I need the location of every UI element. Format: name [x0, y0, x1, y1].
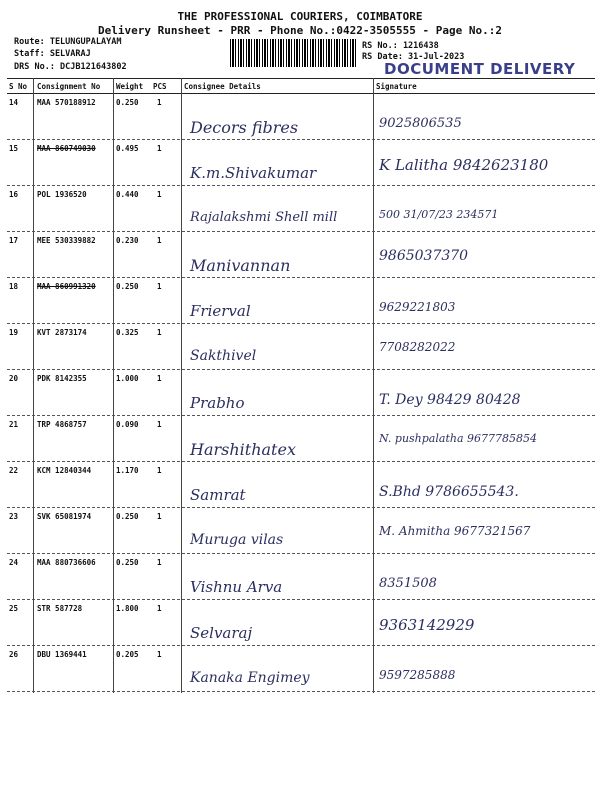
consignee-name-handwritten: Vishnu Arva	[190, 578, 283, 596]
serial-number: 16	[9, 190, 19, 199]
consignment-number: KCM 12840344	[37, 466, 92, 475]
pieces-count: 1	[157, 466, 162, 475]
col-header-sno: S No	[9, 82, 28, 91]
pieces-count: 1	[157, 328, 162, 337]
table-row	[7, 186, 595, 232]
recipient-signature: 9597285888	[379, 668, 456, 682]
weight-value: 0.325	[116, 328, 139, 337]
pieces-count: 1	[157, 420, 162, 429]
consignment-number: MEE 530339882	[37, 236, 96, 245]
col-header-consignment: Consignment No	[37, 82, 101, 91]
header-divider	[7, 78, 595, 79]
weight-value: 0.250	[116, 98, 139, 107]
staff-label: Staff: SELVARAJ	[14, 49, 91, 59]
consignee-name-handwritten: Harshithatex	[190, 440, 296, 459]
weight-value: 0.090	[116, 420, 139, 429]
rs-date: RS Date: 31-Jul-2023	[362, 52, 465, 62]
consignee-name-handwritten: Muruga vilas	[190, 532, 284, 548]
consignment-number: STR 587728	[37, 604, 83, 613]
serial-number: 23	[9, 512, 19, 521]
page-title: THE PROFESSIONAL COURIERS, COIMBATORE	[177, 10, 423, 23]
consignee-name-handwritten: Samrat	[190, 486, 246, 504]
recipient-signature: T. Dey 98429 80428	[379, 392, 521, 408]
weight-value: 0.250	[116, 558, 139, 567]
weight-value: 1.170	[116, 466, 139, 475]
pieces-count: 1	[157, 512, 162, 521]
pieces-count: 1	[157, 650, 162, 659]
recipient-signature: S.Bhd 9786655543.	[379, 484, 519, 500]
weight-value: 0.495	[116, 144, 139, 153]
recipient-signature: N. pushpalatha 9677785854	[379, 432, 537, 445]
table-row	[7, 278, 595, 324]
consignee-name-handwritten: Selvaraj	[190, 624, 253, 642]
serial-number: 17	[9, 236, 19, 245]
weight-value: 0.230	[116, 236, 139, 245]
rs-number: RS No.: 1216438	[362, 41, 439, 51]
consignment-number: MAA 860991320	[37, 282, 96, 291]
recipient-signature: 9865037370	[379, 248, 469, 264]
pieces-count: 1	[157, 236, 162, 245]
col-header-pcs: PCS	[153, 82, 167, 91]
table-row	[7, 140, 595, 186]
serial-number: 19	[9, 328, 19, 337]
consignee-name-handwritten: Rajalakshmi Shell mill	[190, 210, 338, 225]
consignment-number: DBU 1369441	[37, 650, 87, 659]
pieces-count: 1	[157, 98, 162, 107]
col-header-signature: Signature	[376, 82, 417, 91]
consignment-number: MAA 860749030	[37, 144, 96, 153]
recipient-signature: 7708282022	[379, 340, 456, 354]
consignment-number: SVK 65081974	[37, 512, 92, 521]
consignee-name-handwritten: Prabho	[190, 394, 245, 412]
weight-value: 0.440	[116, 190, 139, 199]
serial-number: 21	[9, 420, 19, 429]
document-type-stamp: DOCUMENT DELIVERY	[384, 60, 576, 78]
runsheet-subtitle: Delivery Runsheet - PRR - Phone No.:0422-3505555 - Page No.:2	[98, 24, 502, 37]
weight-value: 1.000	[116, 374, 139, 383]
consignment-number: PDK 8142355	[37, 374, 87, 383]
col-header-weight: Weight	[116, 82, 144, 91]
pieces-count: 1	[157, 374, 162, 383]
serial-number: 25	[9, 604, 19, 613]
serial-number: 24	[9, 558, 19, 567]
barcode-image	[230, 39, 358, 67]
pieces-count: 1	[157, 144, 162, 153]
pieces-count: 1	[157, 282, 162, 291]
consignment-number: MAA 570188912	[37, 98, 96, 107]
consignee-name-handwritten: K.m.Shivakumar	[190, 164, 317, 182]
pieces-count: 1	[157, 190, 162, 199]
weight-value: 0.205	[116, 650, 139, 659]
serial-number: 15	[9, 144, 19, 153]
consignment-number: MAA 880736606	[37, 558, 96, 567]
pieces-count: 1	[157, 558, 162, 567]
serial-number: 14	[9, 98, 19, 107]
recipient-signature: M. Ahmitha 9677321567	[379, 524, 531, 538]
table-row	[7, 554, 595, 600]
table-row	[7, 600, 595, 646]
serial-number: 20	[9, 374, 19, 383]
weight-value: 1.800	[116, 604, 139, 613]
table-row	[7, 324, 595, 370]
table-row	[7, 646, 595, 692]
table-row	[7, 508, 595, 554]
recipient-signature: 8351508	[379, 576, 437, 591]
recipient-signature: K Lalitha 9842623180	[379, 156, 549, 174]
consignment-number: TRP 4868757	[37, 420, 87, 429]
recipient-signature: 9629221803	[379, 300, 456, 314]
consignment-number: POL 1936520	[37, 190, 87, 199]
weight-value: 0.250	[116, 282, 139, 291]
serial-number: 26	[9, 650, 19, 659]
table-row	[7, 462, 595, 508]
consignee-name-handwritten: Frierval	[190, 302, 251, 320]
pieces-count: 1	[157, 604, 162, 613]
row-divider	[7, 691, 595, 692]
weight-value: 0.250	[116, 512, 139, 521]
recipient-signature: 9025806535	[379, 116, 462, 131]
col-header-consignee: Consignee Details	[184, 82, 261, 91]
route-label: Route: TELUNGUPALAYAM	[14, 37, 122, 47]
table-row	[7, 94, 595, 140]
consignee-name-handwritten: Sakthivel	[190, 348, 257, 364]
consignee-name-handwritten: Kanaka Engimey	[190, 670, 310, 686]
consignee-name-handwritten: Manivannan	[190, 256, 291, 275]
drs-number: DRS No.: DCJB121643802	[14, 62, 127, 72]
table-row	[7, 370, 595, 416]
serial-number: 18	[9, 282, 19, 291]
consignee-name-handwritten: Decors fibres	[190, 118, 299, 137]
recipient-signature: 500 31/07/23 234571	[379, 208, 499, 221]
consignment-number: KVT 2873174	[37, 328, 87, 337]
serial-number: 22	[9, 466, 19, 475]
recipient-signature: 9363142929	[379, 616, 475, 634]
table-row	[7, 416, 595, 462]
table-row	[7, 232, 595, 278]
